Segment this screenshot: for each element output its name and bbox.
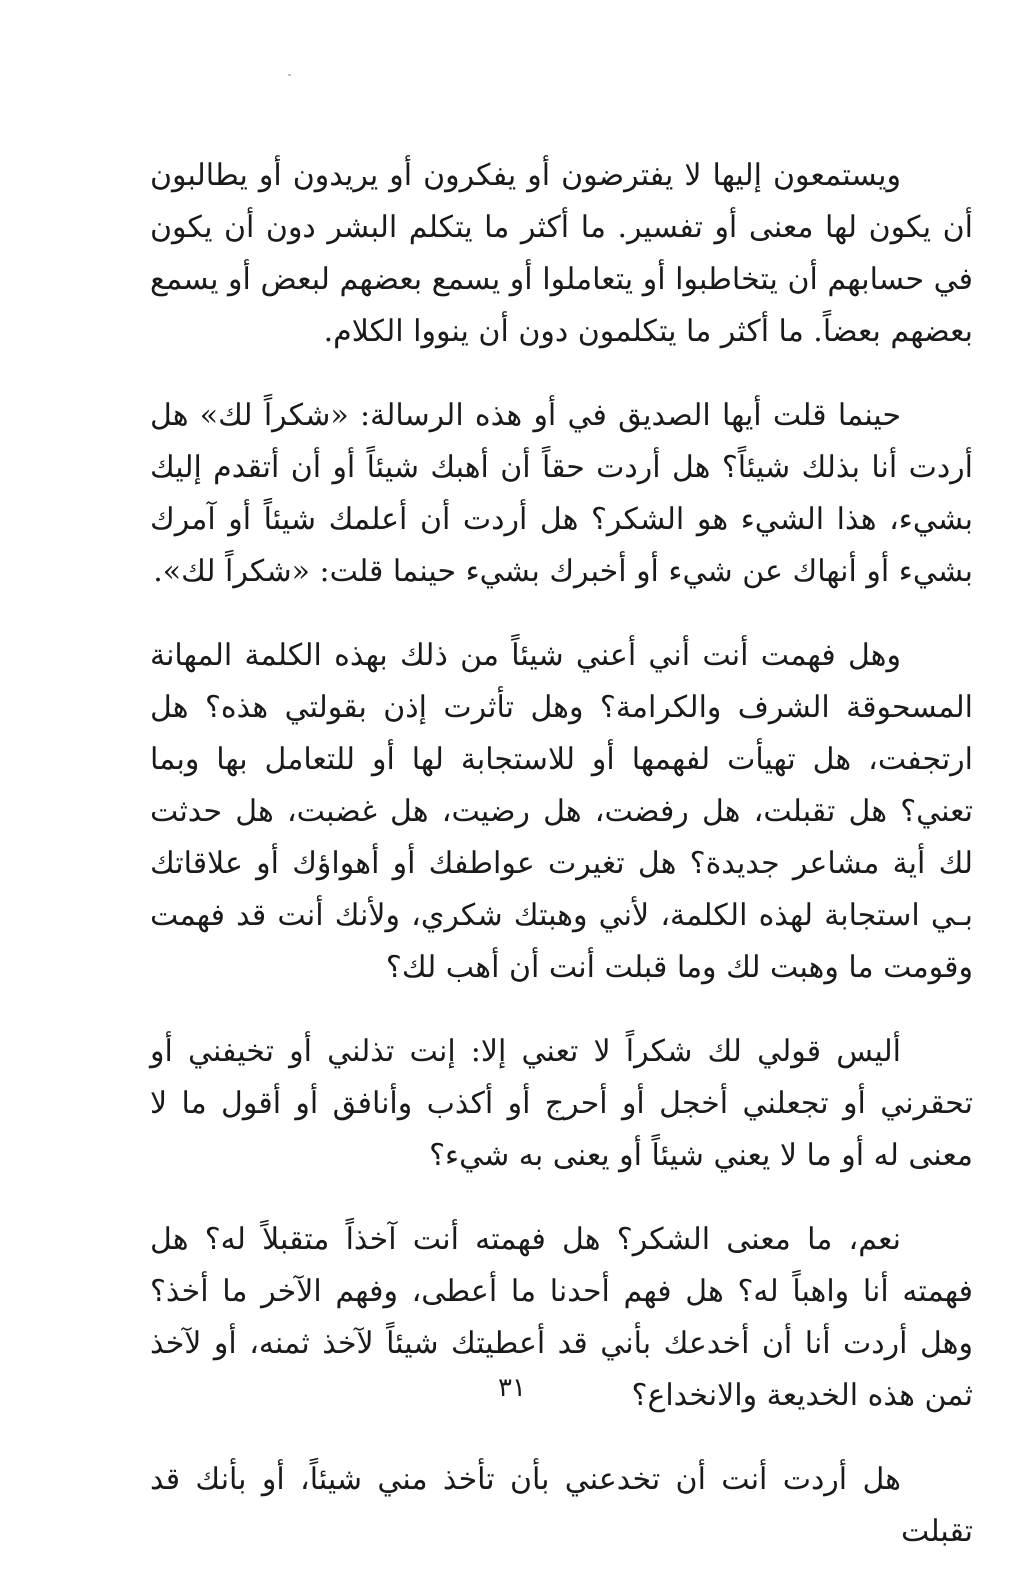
paragraph-4: أليس قولي لك شكراً لا تعني إلا: إنت تذلني أو تخيفني أو تحقرني أو تجعلني أخجل أو أحرج أو أكذب وأنافق أو أقول ما لا معنى له أو ما لا يعني شيئاً أو يعنى به شيء؟ <box>150 1034 973 1173</box>
paragraph-6: هل أردت أنت أن تخدعني بأن تأخذ مني شيئاً، أو بأنك قد تقبلت <box>150 1462 973 1549</box>
scan-speck <box>288 74 291 76</box>
paragraph-5: نعم، ما معنى الشكر؟ هل فهمته أنت آخذاً متقبلاً له؟ هل فهمته أنا واهباً له؟ هل فهم أحدنا ما أعطى، وفهم الآخر ما أخذ؟ وهل أردت أنا أن أخدعك بأني قد أعطيتك شيئاً لآخذ ثمنه، أو لآخذ ثمن هذه الخديعة والانخداع؟ <box>150 1222 973 1413</box>
paragraph-1: ويستمعون إليها لا يفترضون أو يفكرون أو يريدون أو يطالبون أن يكون لها معنى أو تفسير. ما أكثر ما يتكلم البشر دون أن يكون في حسابهم أن يتخاطبوا أو يتعاملوا أو يسمع بعضهم لبعض أو يسمع بعضهم بعضاً. ما أكثر ما يتكلمون دون أن ينووا الكلام. <box>150 158 973 349</box>
paragraph-3: وهل فهمت أنت أني أعني شيئاً من ذلك بهذه الكلمة المهانة المسحوقة الشرف والكرامة؟ وهل تأثرت إذن بقولتي هذه؟ هل ارتجفت، هل تهيأت لفهمها أو للاستجابة لها أو للتعامل بها وبما تعني؟ هل تقبلت، هل رفضت، هل رضيت، هل غضبت، هل حدثت لك أية مشاعر جديدة؟ هل تغيرت عواطفك أو أهواؤك أو علاقاتك بـي استجابة لهذه الكلمة، لأني وهبتك شكري، ولأنك أنت قد فهمت وقومت ما وهبت لك وما قبلت أنت أن أهب لك؟ <box>150 638 973 985</box>
page-number: ٣١ <box>498 1373 526 1403</box>
paragraph-2: حينما قلت أيها الصديق في أو هذه الرسالة: «شكراً لك» هل أردت أنا بذلك شيئاً؟ هل أردت حقاً أن أهبك شيئاً أو أن أتقدم إليك بشيء، هذا الشيء هو الشكر؟ هل أردت أن أعلمك شيئاً أو آمرك بشيء أو أنهاك عن شيء أو أخبرك بشيء حينما قلت: «شكراً لك». <box>150 398 973 589</box>
